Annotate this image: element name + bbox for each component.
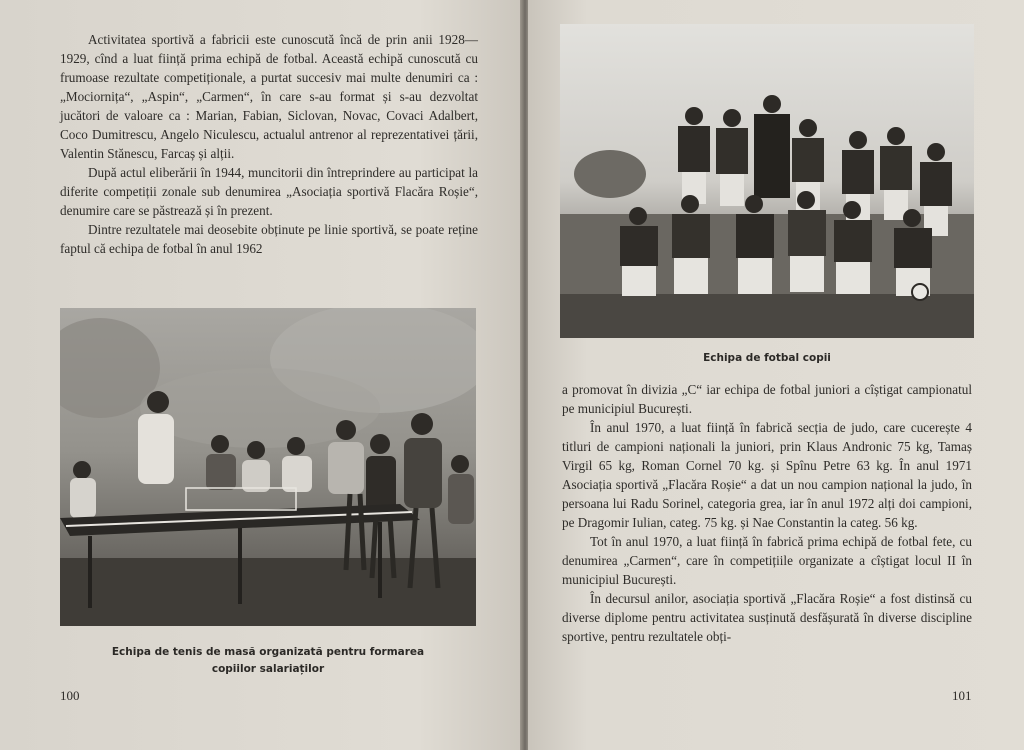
table-tennis-photo-image xyxy=(60,308,476,626)
left-paragraph-1: Activitatea sportivă a fabricii este cunoscută încă de prin anii 1928—1929, cînd a luat ființă prima echipă de fotbal. Această echipă cunoscută cu frumoase rezultate competiționale, a purtat succesiv mai multe denumiri ca : „Mociornița“, „Aspin“, „Carmen“, în care s-au format și s-au dezvoltat jucători de valoare ca : Marian, Fabian, Siclovan, Novac, Covaci Adalbert, Coco Dumitrescu, Angelo Niculescu, actualul antrenor al reprezentativei țării, Valentin Stănescu, Farcaș și alții. xyxy=(60,32,478,161)
left-page-number: 100 xyxy=(60,688,80,703)
right-paragraph-4: În decursul anilor, asociația sportivă „Flacăra Roșie“ a fost distinsă cu diverse diplome pentru activitatea susținută desfășurată în diverse discipline sportive, pentru rezultatele obți- xyxy=(562,591,972,644)
table-tennis-caption-line1: Echipa de tenis de masă organizată pentru formarea xyxy=(111,646,425,658)
youth-football-photo-image xyxy=(560,24,974,338)
youth-football-photo xyxy=(560,24,974,338)
right-paragraph-2: În anul 1970, a luat ființă în fabrică secția de judo, care cucerește 4 titluri de campioni naționali la juniori, prin Klaus Andronic 75 kg, Tamaș Virgil 65 kg, Roman Cornel 70 kg. și Spînu Petre 63 kg. În anul 1971 Asociația sportivă „Flacăra Roșie“ a dat un nou campion național la judo, în persoana lui Radu Sorinel, categoria grea, iar în anul 1972 alți doi campioni, pe Dragomir Iulian, categ. 75 kg. și Nae Constantin la categ. 56 kg. xyxy=(562,420,972,530)
right-paragraph-3: Tot în anul 1970, a luat ființă în fabrică prima echipă de fotbal fete, cu denumirea „Carmen“, care în competițiile organizate a cîștigat locul II în municipiul București. xyxy=(562,534,972,587)
left-paragraph-3: Dintre rezultatele mai deosebite obținute pe linie sportivă, se poate reține faptul că echipa de fotbal în anul 1962 xyxy=(60,222,478,256)
right-page-text xyxy=(562,380,972,646)
left-page-text xyxy=(60,30,478,258)
table-tennis-photo xyxy=(60,308,476,626)
table-tennis-caption xyxy=(60,644,476,678)
right-page-number: 101 xyxy=(952,688,972,703)
left-paragraph-2: După actul eliberării în 1944, muncitorii din întreprindere au participat la diferite competiții zonale sub denumirea „Asociația sportivă Flacăra Roșie“, denumire care se păstrează și în prezent. xyxy=(60,165,478,218)
right-paragraph-1: a promovat în divizia „C“ iar echipa de fotbal juniori a cîștigat campionatul pe municipiul București. xyxy=(562,382,972,416)
youth-football-caption: Echipa de fotbal copii xyxy=(703,352,831,364)
right-page xyxy=(528,0,1024,750)
table-tennis-caption-line2: copiilor salariaților xyxy=(211,663,325,675)
